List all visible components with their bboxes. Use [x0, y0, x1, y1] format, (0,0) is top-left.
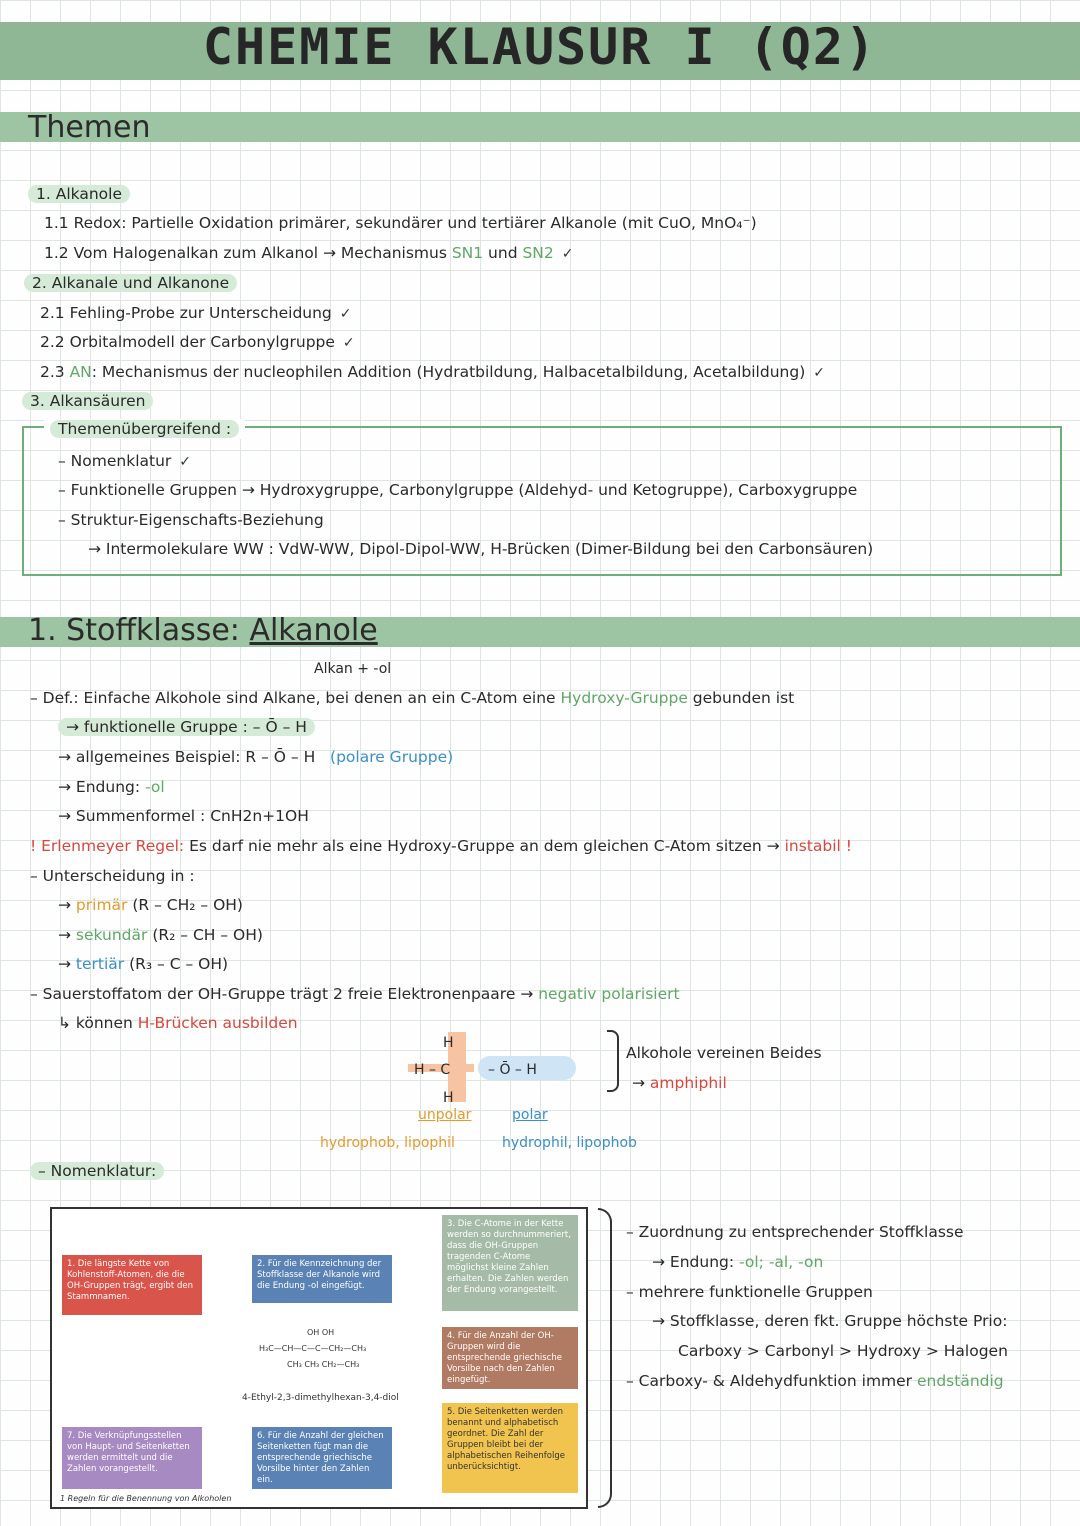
- molecule-brace: [607, 1030, 619, 1092]
- note-2: → Endung: -ol; -al, -on: [652, 1253, 824, 1271]
- cross-topic-label: Themenübergreifend :: [44, 419, 245, 439]
- check-icon: ✓: [339, 306, 352, 322]
- structural-formula: [257, 1327, 397, 1377]
- polar-label: polar: [512, 1107, 548, 1123]
- section1-sub: Alkan + -ol: [314, 661, 392, 677]
- fg-line: → funktionelle Gruppe : – Ō – H: [58, 717, 315, 737]
- rule-card-6: 6. Für die Anzahl der gleichen Seitenketten fügt man die entsprechende griechische Vorsilbe hinter den Zahlen ein.: [252, 1427, 392, 1489]
- svg-text:CH₃ CH₃ CH₂—CH₃: CH₃ CH₃ CH₂—CH₃: [287, 1360, 360, 1369]
- theme-1-2: 1.2 Vom Halogenalkan zum Alkanol → Mechanismus SN1 und SN2 ✓: [44, 244, 574, 262]
- iupac-name: 4-Ethyl-2,3-dimethylhexan-3,4-diol: [242, 1393, 399, 1403]
- page-title: CHEMIE KLAUSUR I (Q2): [202, 18, 878, 76]
- section1-heading: 1. Stoffklasse: Alkanole: [28, 613, 378, 648]
- note-3: – mehrere funktionelle Gruppen: [626, 1283, 873, 1301]
- endung-line: → Endung: -ol: [58, 778, 165, 796]
- unterscheidung-line: – Unterscheidung in :: [30, 867, 195, 885]
- rule-card-3: 3. Die C-Atome in der Kette werden so durchnummeriert, dass die OH-Gruppen tragenden C-Atome möglichst kleine Zahlen erhalten. Die Zahlen werden der Endung vorangestellt.: [442, 1215, 578, 1311]
- figure-brace: [598, 1208, 612, 1508]
- tertiaer-line: → tertiär (R₃ – C – OH): [58, 955, 229, 973]
- mol-oh: – Ō – H: [488, 1062, 537, 1078]
- rule-card-7: 7. Die Verknüpfungsstellen von Haupt- und Seitenketten werden ermittelt und die Zahlen vorangestellt.: [62, 1427, 202, 1489]
- check-icon: ✓: [179, 454, 192, 470]
- svg-text:H₃C—CH—C—C—CH₂—CH₃: H₃C—CH—C—C—CH₂—CH₃: [259, 1344, 367, 1353]
- rule-card-1: 1. Die längste Kette von Kohlenstoff-Atomen, die die OH-Gruppen trägt, ergibt den Stammnamen.: [62, 1255, 202, 1315]
- check-icon: ✓: [342, 335, 355, 351]
- hbruecken-line: ↳ können H-Brücken ausbilden: [58, 1014, 298, 1032]
- check-icon: ✓: [561, 246, 574, 262]
- figure-caption: 1 Regeln für die Benennung von Alkoholen: [60, 1494, 232, 1503]
- cross-4: → Intermolekulare WW : VdW-WW, Dipol-Dipol-WW, H-Brücken (Dimer-Bildung bei den Carbonsäuren): [88, 540, 874, 558]
- erlenmeyer-line: ! Erlenmeyer Regel: Es darf nie mehr als eine Hydroxy-Gruppe an dem gleichen C-Atom sitzen → instabil !: [30, 837, 852, 855]
- nomenklatur-line: – Nomenklatur:: [30, 1161, 164, 1181]
- hydrophil-label: hydrophil, lipophob: [502, 1135, 637, 1151]
- note-5: Carboxy > Carbonyl > Hydroxy > Halogen: [678, 1342, 1008, 1360]
- sekundaer-line: → sekundär (R₂ – CH – OH): [58, 926, 263, 944]
- check-icon: ✓: [813, 365, 825, 381]
- cross-3: – Struktur-Eigenschafts-Beziehung: [58, 511, 324, 529]
- rule-card-4: 4. Für die Anzahl der OH-Gruppen wird die entsprechende griechische Vorsilbe nach den Zahlen eingefügt.: [442, 1327, 578, 1389]
- bsp-line: → allgemeines Beispiel: R – Ō – H (polare Gruppe): [58, 748, 454, 766]
- theme-3: 3. Alkansäuren: [22, 391, 153, 411]
- note-4: → Stoffklasse, deren fkt. Gruppe höchste Prio:: [652, 1312, 1008, 1330]
- primaer-line: → primär (R – CH₂ – OH): [58, 896, 243, 914]
- svg-text:OH OH: OH OH: [307, 1328, 335, 1337]
- theme-1: 1. Alkanole: [28, 184, 130, 204]
- rule-card-5: 5. Die Seitenketten werden benannt und alphabetisch geordnet. Die Zahl der Gruppen bleibt bei der alphabetischen Reihenfolge unberücksichtigt.: [442, 1403, 578, 1493]
- mol-hc: H – C: [414, 1062, 451, 1078]
- mol-h-top: H: [443, 1035, 454, 1051]
- rule-card-2: 2. Für die Kennzeichnung der Stoffklasse der Alkanole wird die Endung -ol eingefügt.: [252, 1255, 392, 1303]
- beides-line: Alkohole vereinen Beides: [626, 1044, 822, 1062]
- unpolar-label: unpolar: [418, 1107, 472, 1123]
- sauerstoff-line: – Sauerstoffatom der OH-Gruppe trägt 2 freie Elektronenpaare → negativ polarisiert: [30, 985, 680, 1003]
- amphiphil-line: → amphiphil: [632, 1074, 727, 1092]
- mol-h-bot: H: [443, 1090, 454, 1106]
- hydrophob-label: hydrophob, lipophil: [320, 1135, 455, 1151]
- theme-2-1: 2.1 Fehling-Probe zur Unterscheidung ✓: [40, 304, 352, 322]
- theme-1-1: 1.1 Redox: Partielle Oxidation primärer, sekundärer und tertiärer Alkanole (mit CuO, MnO₄⁻): [44, 214, 757, 232]
- theme-2: 2. Alkanale und Alkanone: [24, 273, 237, 293]
- theme-2-2: 2.2 Orbitalmodell der Carbonylgruppe ✓: [40, 333, 355, 351]
- note-1: – Zuordnung zu entsprechender Stoffklasse: [626, 1223, 964, 1241]
- cross-2: – Funktionelle Gruppen → Hydroxygruppe, Carbonylgruppe (Aldehyd- und Ketogruppe), Carboxygruppe: [58, 481, 858, 499]
- cross-1: – Nomenklatur ✓: [58, 452, 192, 470]
- summenformel-line: → Summenformel : CnH2n+1OH: [58, 807, 309, 825]
- nomenclature-figure: [50, 1207, 588, 1509]
- note-6: – Carboxy- & Aldehydfunktion immer endständig: [626, 1372, 1004, 1390]
- theme-2-3: 2.3 AN: Mechanismus der nucleophilen Addition (Hydratbildung, Halbacetalbildung, Acetalbildung) ✓: [40, 363, 825, 381]
- themes-heading: Themen: [28, 110, 151, 145]
- themes-band: [0, 112, 1080, 142]
- def-line: – Def.: Einfache Alkohole sind Alkane, bei denen an ein C-Atom eine Hydroxy-Gruppe gebunden ist: [30, 689, 795, 707]
